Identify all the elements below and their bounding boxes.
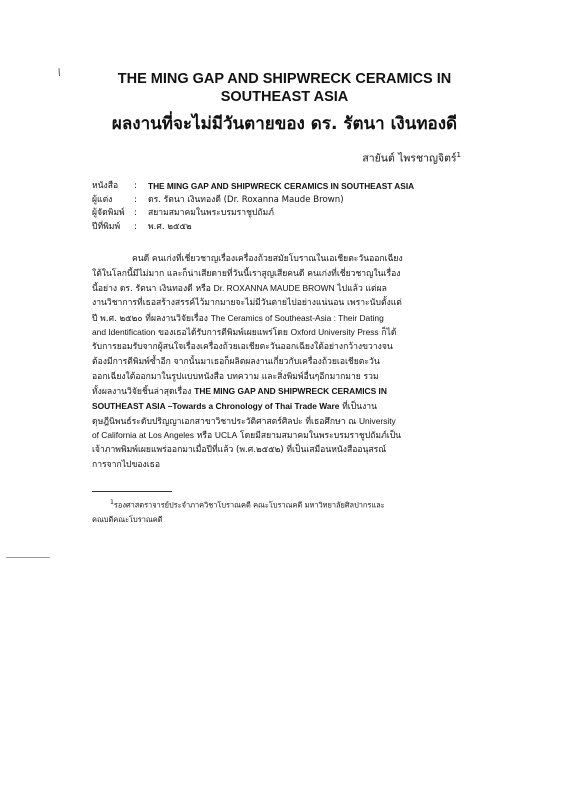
pen-mark: / [56, 67, 63, 79]
body-line-6-b: ของเธอได้รับการตีพิมพ์เผยแพร่โดย [158, 328, 288, 339]
body-line-6-a: and Identification [92, 327, 156, 338]
title-thai: ผลงานที่จะไม่มีวันตายของ ดร. รัตนา เงินทองดี [111, 114, 458, 134]
body-line-13-c: UCLA [214, 430, 238, 441]
body-line-13 [92, 428, 477, 443]
body-line-3-b: Dr. ROXANNA MAUDE BROWN [213, 283, 335, 294]
body-line-5-b: The Ceramics of Southeast-Asia : Their Dating [210, 312, 384, 323]
meta-book-value: THE MING GAP AND SHIPWRECK CERAMICS IN SOUTHEAST ASIA [148, 181, 415, 191]
body-line-5-a: ปี พ.ศ. ๒๕๒๐ ที่ผลงานวิจัยเรื่อง [92, 313, 208, 324]
body-line-12-b: University [358, 415, 396, 426]
meta-year-value: พ.ศ. ๒๕๕๒ [148, 221, 192, 232]
title-english-line-1: THE MING GAP AND SHIPWRECK CERAMICS IN [117, 71, 452, 87]
body-line-2: ใต้ในโลกนี้มีไม่มาก และก็น่าเสียดายที่วันนี้เราสูญเสียคนดี คนเก่งที่เชี่ยวชาญในเรื่อง [92, 268, 401, 279]
body-line-3 [92, 281, 477, 296]
body-line-10 [92, 384, 477, 399]
author-line [362, 148, 461, 166]
meta-author-label: ผู้แต่ง [92, 194, 113, 205]
body-line-8: ต้องมีการตีพิมพ์ซ้ำอีก จากนั้นมาเธอก็ผลิตผลงานเกี่ยวกับเครื่องถ้วยเอเชียตะวัน [92, 356, 380, 367]
meta-book-colon: : [134, 181, 137, 191]
stray-rule [6, 557, 50, 558]
body-line-1: คนดี คนเก่งที่เชี่ยวชาญเรื่องเครื่องถ้วยสมัยโบราณในเอเชียตะวันออกเฉียง [132, 254, 403, 264]
meta-author-colon: : [134, 194, 137, 205]
body-line-4: งานวิชาการที่เธอสร้างสรรค์ไว้มากมายจะไม่มีวันตายไปอย่างแน่นอน เพราะนับตั้งแต่ [92, 298, 402, 309]
meta-publisher-value: สยามสมาคมในพระบรมราชูปถัมภ์ [148, 208, 274, 218]
body-line-10-a: ทั้งผลงานวิจัยชิ้นล่าสุดเรื่อง [92, 387, 192, 398]
body-line-6-c: Oxford University Press [290, 327, 379, 338]
body-paragraph [92, 252, 477, 472]
meta-row-author [92, 194, 492, 208]
meta-year-label: ปีที่พิมพ์ [92, 221, 121, 232]
meta-row-publisher [92, 207, 492, 221]
body-line-5 [92, 311, 477, 326]
body-line-13-d: โดยมีสยามสมาคมในพระบรมราชูปถัมภ์เป็น [239, 431, 402, 442]
body-line-11-a: SOUTHEAST ASIA –Towards a Chronology of Thai Trade Ware [92, 400, 340, 411]
footnote-line-2: คณบดีคณะโบราณคดี [92, 515, 163, 525]
meta-author-value: ดร. รัตนา เงินทองดี (Dr. Roxanna Maude Brown) [148, 194, 344, 205]
title-english-line-2: SOUTHEAST ASIA [220, 89, 349, 105]
body-line-9: ออกเฉียงใต้ออกมาในรูปแบบหนังสือ บทความ และสิ่งพิมพ์อื่นๆอีกมากมาย รวม [92, 371, 379, 382]
meta-book-label: หนังสือ [92, 181, 119, 191]
body-line-6-d: ก็ได้ [381, 328, 397, 339]
author-name: สายันต์ ไพรชาญจิตร์ [362, 152, 457, 165]
meta-year-colon: : [134, 221, 137, 232]
footnote-mark: 1 [110, 499, 114, 506]
footnote [92, 495, 422, 527]
author-footnote-mark: 1 [456, 151, 461, 159]
footnote-line-1 [92, 495, 422, 512]
body-line-7: รับการยอมรับจากผู้สนใจเรื่องเครื่องถ้วยเอเชียตะวันออกเฉียงใต้อย่างกว้างขวางจน [92, 342, 393, 353]
body-line-10-b: THE MING GAP AND SHIPWRECK CERAMICS IN [194, 386, 387, 397]
body-line-11 [92, 399, 477, 414]
body-line-14: เจ้าภาพพิมพ์เผยแพร่ออกมาเมื่อปีที่แล้ว (พ.ศ.๒๕๕๒) ที่เป็นเสมือนหนังสืออนุสรณ์ [92, 444, 387, 455]
footnote-text-1: รองศาสตราจารย์ประจำภาควิชาโบราณคดี คณะโบราณคดี มหาวิทยาลัยศิลปากรและ [113, 500, 385, 510]
meta-publisher-label: ผู้จัดพิมพ์ [92, 208, 125, 218]
body-line-13-a: of California at Los Angeles [92, 430, 194, 441]
body-line-12-a: ดุษฎีนิพนธ์ระดับปริญญาเอกสาขาวิชาประวัติศาสตร์ศิลปะ ที่เธอศึกษา ณ [92, 416, 357, 427]
body-line-15: การจากไปของเธอ [92, 459, 161, 470]
body-line-11-b: ที่เป็นงาน [342, 401, 377, 412]
body-line-6 [92, 325, 477, 340]
meta-row-book [92, 180, 492, 194]
body-line-3-a: นี้อย่าง ดร. รัตนา เงินทองดี หรือ [92, 284, 211, 295]
body-line-13-b: หรือ [196, 431, 213, 442]
body-line-3-c: ไปแล้ว แต่ผล [337, 284, 387, 295]
meta-publisher-colon: : [134, 208, 137, 218]
footnote-divider [92, 491, 172, 492]
title-english [30, 67, 539, 106]
body-line-12 [92, 414, 477, 429]
book-metadata [92, 180, 492, 234]
meta-row-year [92, 221, 492, 235]
